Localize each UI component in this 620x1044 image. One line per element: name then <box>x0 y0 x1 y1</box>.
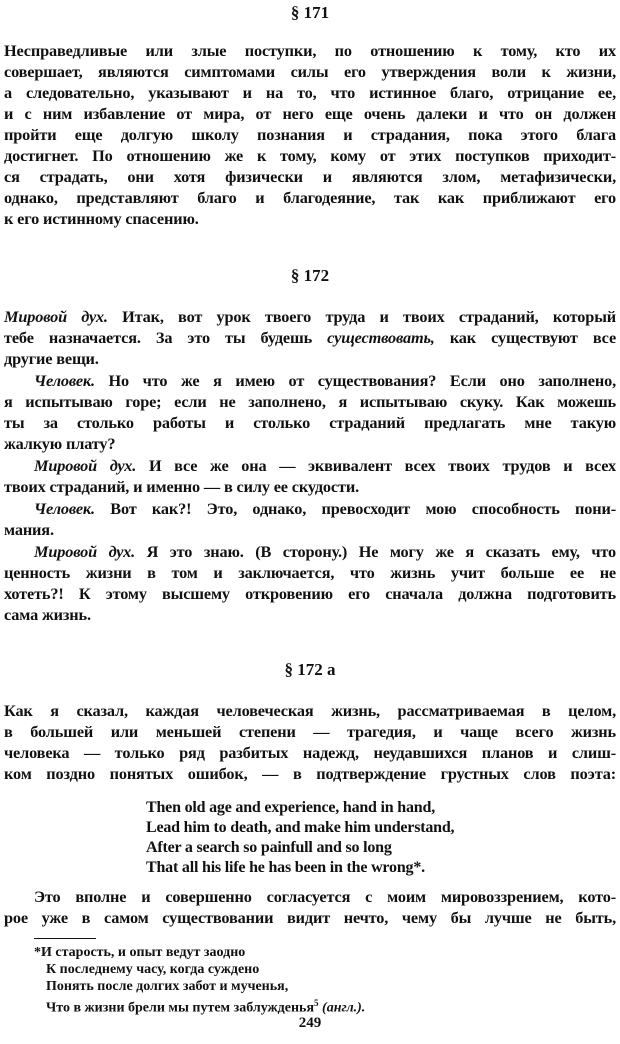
paragraph-line: а следовательно, указывают и на то, что истинное благо, отрицание ее, <box>4 83 616 102</box>
dialogue-line: ценность жизни в том и заключается, что жизнь учит больше ее не <box>4 563 616 582</box>
paragraph-line: человека — только ряд разбитых надежд, неудавшихся планов и слиш- <box>4 743 616 762</box>
dialogue-line <box>34 455 616 476</box>
paragraph-line: и с ним избавление от мира, от него еще очень далеки и что он должен <box>4 104 616 123</box>
dialogue-line: мания. <box>4 520 54 539</box>
emphasis-text: существовать, <box>327 328 435 347</box>
poem-line: Then old age and experience, hand in hand, <box>146 799 435 816</box>
speaker-label: Человек. <box>34 499 95 518</box>
paragraph-line: однако, представляют благо и благодеяние, так как приближают его <box>4 188 616 207</box>
speaker-label: Мировой дух. <box>4 307 108 326</box>
dialogue-line <box>4 327 616 348</box>
footnote-line: Понять после долгих забот и мученья, <box>46 979 289 994</box>
speaker-label: Мировой дух. <box>34 542 136 561</box>
dialogue-line: ты за столько работы и столько страданий предлагать мне такую <box>4 413 616 432</box>
paragraph-line: совершает, являются симптомами силы его утверждения воли к жизни, <box>4 62 616 81</box>
paragraph-line: рое уже в самом существовании видит нечто, чему бы лучше не быть, <box>4 908 616 927</box>
dialogue-line <box>4 306 616 327</box>
dialogue-line <box>34 498 616 519</box>
section-heading-172: § 172 <box>290 266 330 285</box>
footnote-line: *И старость, и опыт ведут заодно <box>34 945 246 960</box>
dialogue-line: я испытываю горе; если не заполнено, я испытываю скуку. Как можешь <box>4 392 616 411</box>
section-heading-171: § 171 <box>290 3 330 22</box>
dialogue-text: Я это знаю. (В сторону.) Не могу же я сказать ему, что <box>146 542 616 561</box>
paragraph-line: Несправедливые или злые поступки, по отношению к тому, кто их <box>4 41 616 60</box>
paragraph-line: к его истинному спасению. <box>4 209 199 228</box>
footnote-text: Что в жизни брели мы путем заблужденья <box>46 1000 315 1016</box>
paragraph-line: Это вполне и совершенно согласуется с моим мировоззрением, кото- <box>34 887 616 906</box>
page-number: 249 <box>298 1015 322 1031</box>
dialogue-text: Итак, вот урок твоего труда и твоих страданий, который <box>122 307 616 326</box>
paragraph-line: ком поздно понятых ошибок, — в подтверждение грустных слов поэта: <box>4 764 616 783</box>
dialogue-line <box>34 541 616 562</box>
poem-line: After a search so painfull and so long <box>146 839 392 856</box>
footnote-line: К последнему часу, когда суждено <box>46 962 260 977</box>
dialogue-text: Вот как?! Это, однако, превосходит мою способность пони- <box>110 499 617 518</box>
paragraph-line: в большей или меньшей степени — трагедия, и чаще всего жизнь <box>4 722 616 741</box>
dialogue-text: тебе назначается. За это ты будешь <box>4 328 313 347</box>
dialogue-line: хотеть?! К этому высшему откровению его сначала должна подготовить <box>4 584 616 603</box>
footnote-lang: (англ.). <box>322 1000 366 1016</box>
dialogue-text: Но что же я имею от существования? Если оно заполнено, <box>108 371 616 390</box>
poem-line: Lead him to death, and make him understand, <box>146 819 455 836</box>
paragraph-line: достигнет. По отношению же к тому, кому от этих поступков приходит- <box>4 146 616 165</box>
dialogue-line: сама жизнь. <box>4 605 91 624</box>
paragraph-line: ся страдать, они хотя физически и являются злом, метафизически, <box>4 167 616 186</box>
speaker-label: Человек. <box>34 371 95 390</box>
dialogue-line: твоих страданий, и именно — в силу ее скудости. <box>4 477 359 496</box>
poem-line: That all his life he has been in the wrong*. <box>146 859 425 876</box>
dialogue-text: как существуют все <box>449 328 617 347</box>
footnote-divider <box>34 938 96 939</box>
speaker-label: Мировой дух. <box>34 456 137 475</box>
dialogue-text: И все же она — эквивалент всех твоих трудов и всех <box>148 456 617 475</box>
footnote-ref-number: 5 <box>314 998 319 1008</box>
paragraph-line: пройти еще долгую школу познания и страдания, пока этого блага <box>4 125 616 144</box>
dialogue-line: жалкую плату? <box>4 434 116 453</box>
footnote-line <box>46 995 365 1017</box>
dialogue-line <box>34 370 616 391</box>
paragraph-line: Как я сказал, каждая человеческая жизнь, рассматриваемая в целом, <box>4 701 616 720</box>
section-heading-172a: § 172 а <box>284 660 336 679</box>
dialogue-line: другие вещи. <box>4 349 99 368</box>
